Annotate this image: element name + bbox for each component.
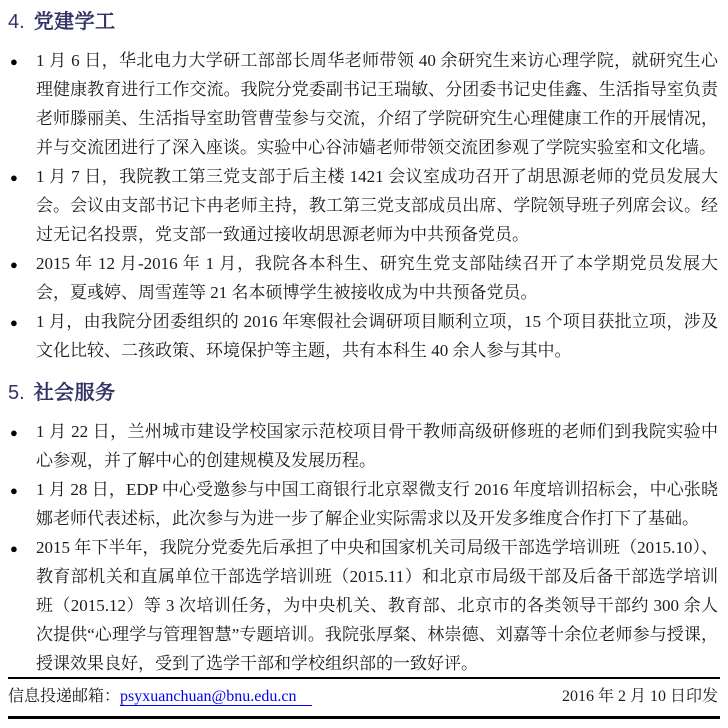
- bullet-text: 2015 年 12 月-2016 年 1 月，我院各本科生、研究生党支部陆续召开了本学期党员发展大会，夏彧婷、周雪莲等 21 名本硕博学生被接收成为中共预备党员。: [36, 254, 718, 302]
- bullet-text: 1 月 6 日，华北电力大学研工部部长周华老师带领 40 余研究生来访心理学院，就研究生心理健康教育进行工作交流。我院分党委副书记王瑞敏、分团委书记史佳鑫、生活指导室负责老师滕丽美、生活指导室助管曹莹参与交流，介绍了学院研究生心理健康工作的开展情况，并与交流团进行了深入座谈。实验中心谷沛嫱老师带领交流团参观了学院实验室和文化墙。: [36, 51, 718, 157]
- bullet-icon: ●: [10, 170, 18, 185]
- bullet-icon: ●: [10, 483, 18, 498]
- bullet-icon: ●: [10, 257, 18, 272]
- list-item: [10, 417, 718, 475]
- list-item: [10, 46, 718, 162]
- footer-bottom-rule: [8, 716, 720, 719]
- bullet-icon: ●: [10, 425, 18, 440]
- section-title: 党建学工: [33, 11, 116, 33]
- list-item: [10, 249, 718, 307]
- bullet-icon: ●: [10, 54, 18, 69]
- list-item: [10, 475, 718, 533]
- footer-email-label: 信息投递邮箱：: [8, 688, 121, 705]
- bullet-list-party-building: [8, 46, 718, 365]
- footer-email-link[interactable]: psyxuanchuan@bnu.edu.cn: [120, 688, 312, 706]
- footer-print-date: 2016 年 2 月 10 日印发: [561, 688, 718, 705]
- section-title: 社会服务: [33, 382, 116, 404]
- bullet-list-social-service: [8, 417, 718, 678]
- section-number: 5.: [8, 382, 25, 404]
- footer-contact: [8, 684, 312, 710]
- footer: [8, 684, 718, 710]
- section-social-service: [8, 381, 718, 678]
- bullet-text: 1 月，由我院分团委组织的 2016 年寒假社会调研项目顺利立项，15 个项目获批立项，涉及文化比较、二孩政策、环境保护等主题，共有本科生 40 余人参与其中。: [36, 312, 718, 360]
- list-item: [10, 307, 718, 365]
- bullet-icon: ●: [10, 541, 18, 556]
- bullet-text: 2015 年下半年，我院分党委先后承担了中央和国家机关司局级干部选学培训班（2015.10）、教育部机关和直属单位干部选学培训班（2015.11）和北京市局级干部及后备干部选学培训班（2015.12）等 3 次培训任务，为中央机关、教育部、北京市的各类领导干部约 300 余人次提供“心理学与管理智慧”专题培训。我院张厚粲、林崇德、刘嘉等十余位老师参与授课，授课效果良好，受到了选学干部和学校组织部的一致好评。: [36, 538, 718, 673]
- section-heading-social-service: [8, 381, 718, 405]
- bullet-text: 1 月 7 日，我院教工第三党支部于后主楼 1421 会议室成功召开了胡思源老师的党员发展大会。会议由支部书记卞冉老师主持，教工第三党支部成员出席、学院领导班子列席会议。经过无记名投票，党支部一致通过接收胡思源老师为中共预备党员。: [36, 167, 718, 244]
- bullet-text: 1 月 28 日，EDP 中心受邀参与中国工商银行北京翠微支行 2016 年度培训招标会，中心张晓娜老师代表述标，此次参与为进一步了解企业实际需求以及开发多维度合作打下了基础。: [36, 480, 718, 528]
- list-item: [10, 533, 718, 678]
- list-item: [10, 162, 718, 249]
- bullet-text: 1 月 22 日，兰州城市建设学校国家示范校项目骨干教师高级研修班的老师们到我院实验中心参观，并了解中心的创建规模及发展历程。: [36, 422, 718, 470]
- section-number: 4.: [8, 11, 25, 33]
- section-heading-party-building: [8, 10, 718, 34]
- bullet-icon: ●: [10, 315, 18, 330]
- footer-top-rule: [8, 677, 720, 679]
- section-party-building: [8, 10, 718, 365]
